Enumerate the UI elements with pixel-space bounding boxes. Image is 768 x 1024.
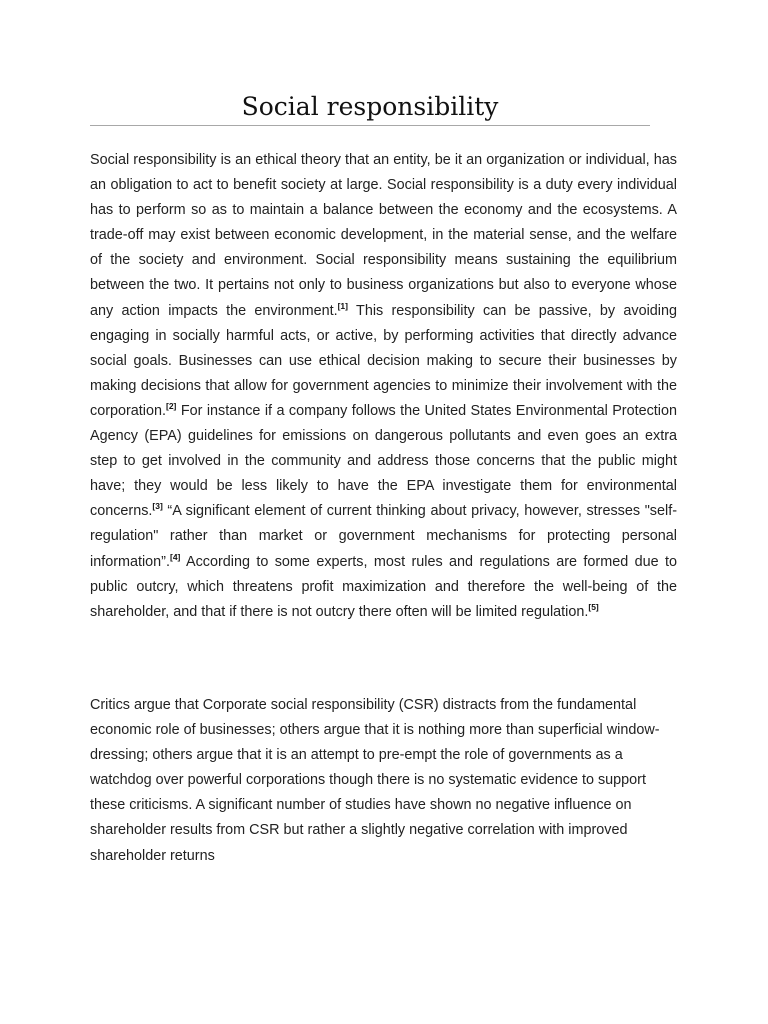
citation-1[interactable]: [1] [337, 300, 348, 311]
paragraph-1 [90, 148, 677, 625]
citation-2[interactable]: [2] [166, 400, 177, 411]
paragraph-1-text-1: Social responsibility is an ethical theory that an entity, be it an organization or individual, has an obligation to act to benefit society at large. Social responsibility is a duty every individual has to perform so as to maintain a balance between the economy and the ecosystems. A trade-off may exist between economic development, in the material sense, and the welfare of the society and environment. Social responsibility means sustaining the equilibrium between the two. It pertains not only to business organizations but also to everyone whose any action impacts the environment. [90, 152, 677, 319]
paragraph-1-text-5: According to some experts, most rules and regulations are formed due to public outcry, which threatens profit maximization and therefore the well-being of the shareholder, and that if there is not outcry there often will be limited regulation. [90, 553, 677, 620]
paragraph-2: Critics argue that Corporate social responsibility (CSR) distracts from the fundamental economic role of businesses; others argue that it is nothing more than superficial window-dressing; others argue that it is an attempt to pre-empt the role of governments as a watchdog over powerful corporations though there is no systematic evidence to support these criticisms. A significant number of studies have shown no negative influence on shareholder results from CSR but rather a slightly negative correlation with improved shareholder returns [90, 697, 660, 864]
title-divider [90, 125, 650, 126]
paragraph-1-text-2: This responsibility can be passive, by avoiding engaging in socially harmful acts, or active, by performing activities that directly advance social goals. Businesses can use ethical decision making to secure their businesses by making decisions that allow for government agencies to minimize their involvement with the corporation. [90, 302, 678, 419]
page-title: Social responsibility [241, 92, 499, 121]
citation-3[interactable]: [3] [152, 501, 163, 512]
paragraph-1-text-3: For instance if a company follows the United States Environmental Protection Agency (EPA) guidelines for emissions on dangerous pollutants and even goes an extra step to get involved in the community and address those concerns that the public might have; they would be less likely to have the EPA investigate them for environmental concerns. [90, 402, 677, 520]
paragraph-1-text-4: “A significant element of current thinking about privacy, however, stresses "self-regulation" rather than market or government mechanisms for protecting personal information”. [90, 503, 677, 570]
citation-5[interactable]: [5] [588, 601, 599, 612]
citation-4[interactable]: [4] [169, 551, 181, 562]
